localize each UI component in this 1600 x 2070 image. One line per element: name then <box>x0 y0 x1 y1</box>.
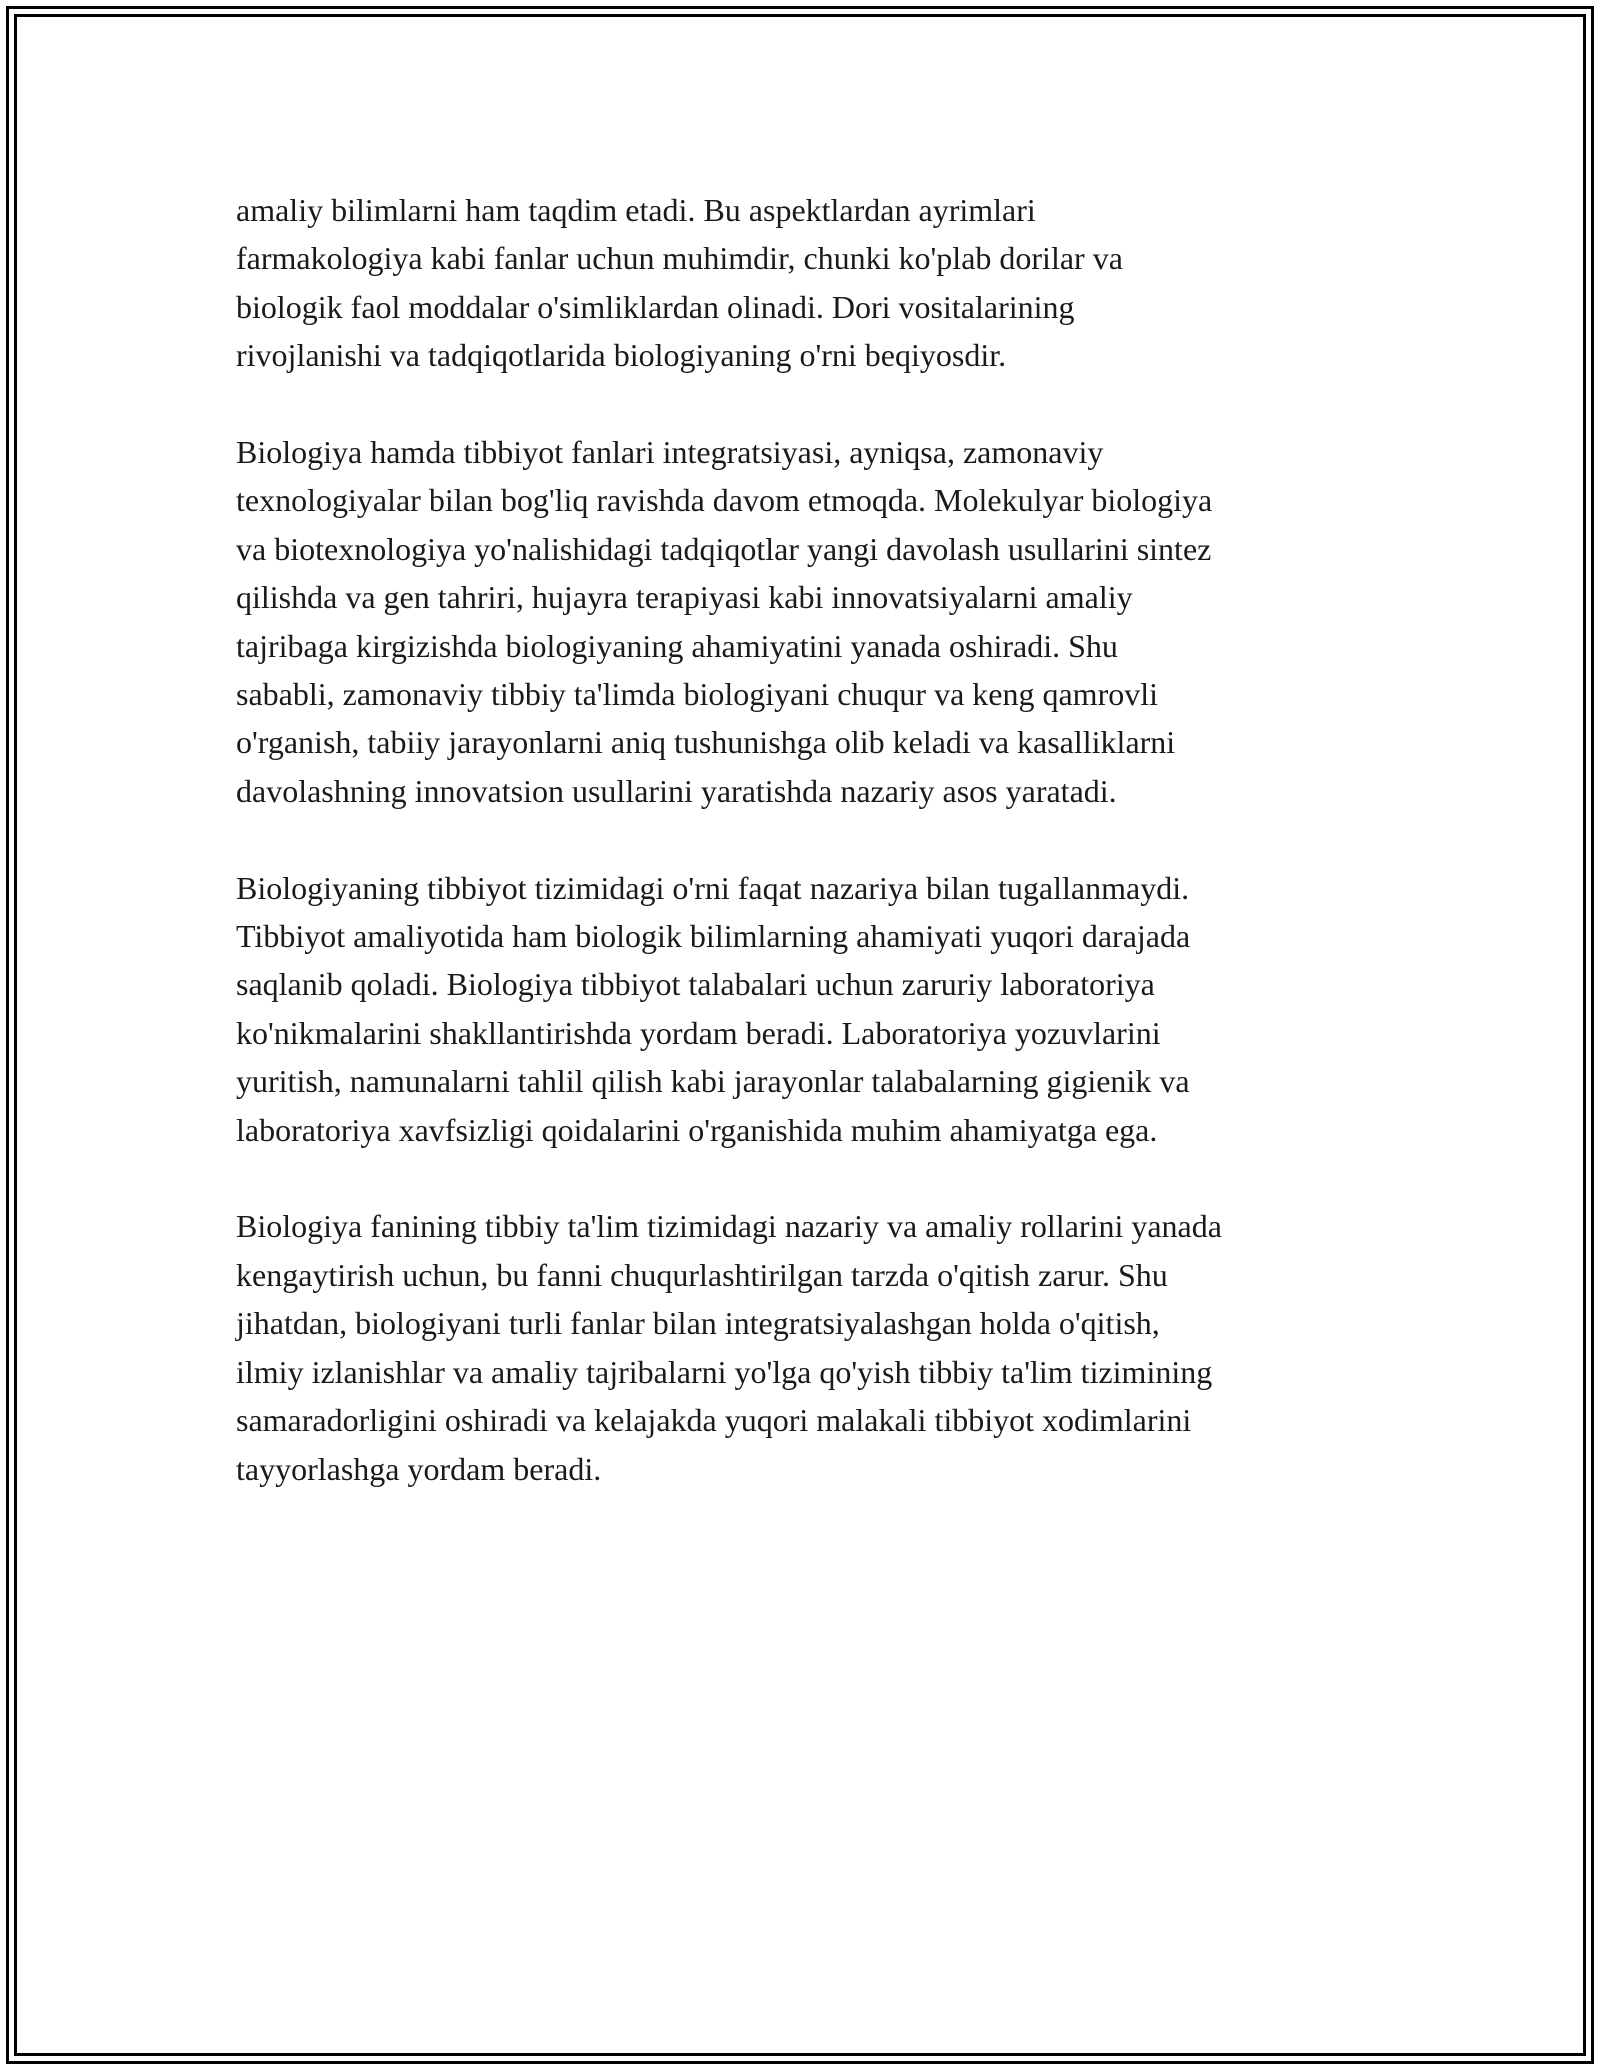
paragraph-line: davolashning innovatsion usullarini yaratishda nazariy asos yaratadi. <box>236 772 1117 809</box>
paragraph-line: saqlanib qoladi. Biologiya tibbiyot talabalari uchun zaruriy laboratoriya <box>236 966 1155 1003</box>
paragraph-line: biologik faol moddalar o'simliklardan olinadi. Dori vositalarining <box>236 288 1075 325</box>
paragraph-line: o'rganish, tabiiy jarayonlarni aniq tushunishga olib keladi va kasalliklarni <box>236 724 1176 761</box>
paragraph-line: ilmiy izlanishlar va amaliy tajribalarni yo'lga qo'yish tibbiy ta'lim tizimining <box>236 1353 1213 1390</box>
paragraph-line: yuritish, namunalarni tahlil qilish kabi jarayonlar talabalarning gigienik va <box>236 1063 1190 1100</box>
paragraph-line: Biologiya fanining tibbiy ta'lim tizimidagi nazariy va amaliy rollarini yanada <box>236 1208 1222 1245</box>
paragraph-line: sababli, zamonaviy tibbiy ta'limda biologiyani chuqur va keng qamrovli <box>236 676 1158 713</box>
paragraph-4 <box>236 1202 1376 1492</box>
document-body <box>236 186 1376 1541</box>
paragraph-line: tajribaga kirgizishda biologiyaning ahamiyatini yanada oshiradi. Shu <box>236 627 1118 664</box>
paragraph-2 <box>236 428 1376 815</box>
paragraph-line: ko'nikmalarini shakllantirishda yordam beradi. Laboratoriya yozuvlarini <box>236 1014 1161 1051</box>
paragraph-line: laboratoriya xavfsizligi qoidalarini o'rganishida muhim ahamiyatga ega. <box>236 1111 1158 1148</box>
paragraph-line: tayyorlashga yordam beradi. <box>236 1450 602 1487</box>
paragraph-line: samaradorligini oshiradi va kelajakda yuqori malakali tibbiyot xodimlarini <box>236 1402 1192 1439</box>
paragraph-line: jihatdan, biologiyani turli fanlar bilan integratsiyalashgan holda o'qitish, <box>236 1305 1160 1342</box>
paragraph-line: Tibbiyot amaliyotida ham biologik bilimlarning ahamiyati yuqori darajada <box>236 918 1191 955</box>
paragraph-line: rivojlanishi va tadqiqotlarida biologiyaning o'rni beqiyosdir. <box>236 337 1007 374</box>
paragraph-line: Biologiya hamda tibbiyot fanlari integratsiyasi, ayniqsa, zamonaviy <box>236 434 1104 471</box>
paragraph-line: amaliy bilimlarni ham taqdim etadi. Bu aspektlardan ayrimlari <box>236 192 1036 228</box>
paragraph-line: Biologiyaning tibbiyot tizimidagi o'rni faqat nazariya bilan tugallanmaydi. <box>236 869 1190 906</box>
paragraph-line: texnologiyalar bilan bog'liq ravishda davom etmoqda. Molekulyar biologiya <box>236 482 1213 519</box>
paragraph-1 <box>236 186 1376 380</box>
paragraph-line: farmakologiya kabi fanlar uchun muhimdir, chunki ko'plab dorilar va <box>236 240 1123 277</box>
paragraph-line: qilishda va gen tahriri, hujayra terapiyasi kabi innovatsiyalarni amaliy <box>236 579 1133 616</box>
paragraph-3 <box>236 864 1376 1154</box>
paragraph-line: kengaytirish uchun, bu fanni chuqurlashtirilgan tarzda o'qitish zarur. Shu <box>236 1256 1168 1293</box>
paragraph-line: va biotexnologiya yo'nalishidagi tadqiqotlar yangi davolash usullarini sintez <box>236 530 1212 567</box>
